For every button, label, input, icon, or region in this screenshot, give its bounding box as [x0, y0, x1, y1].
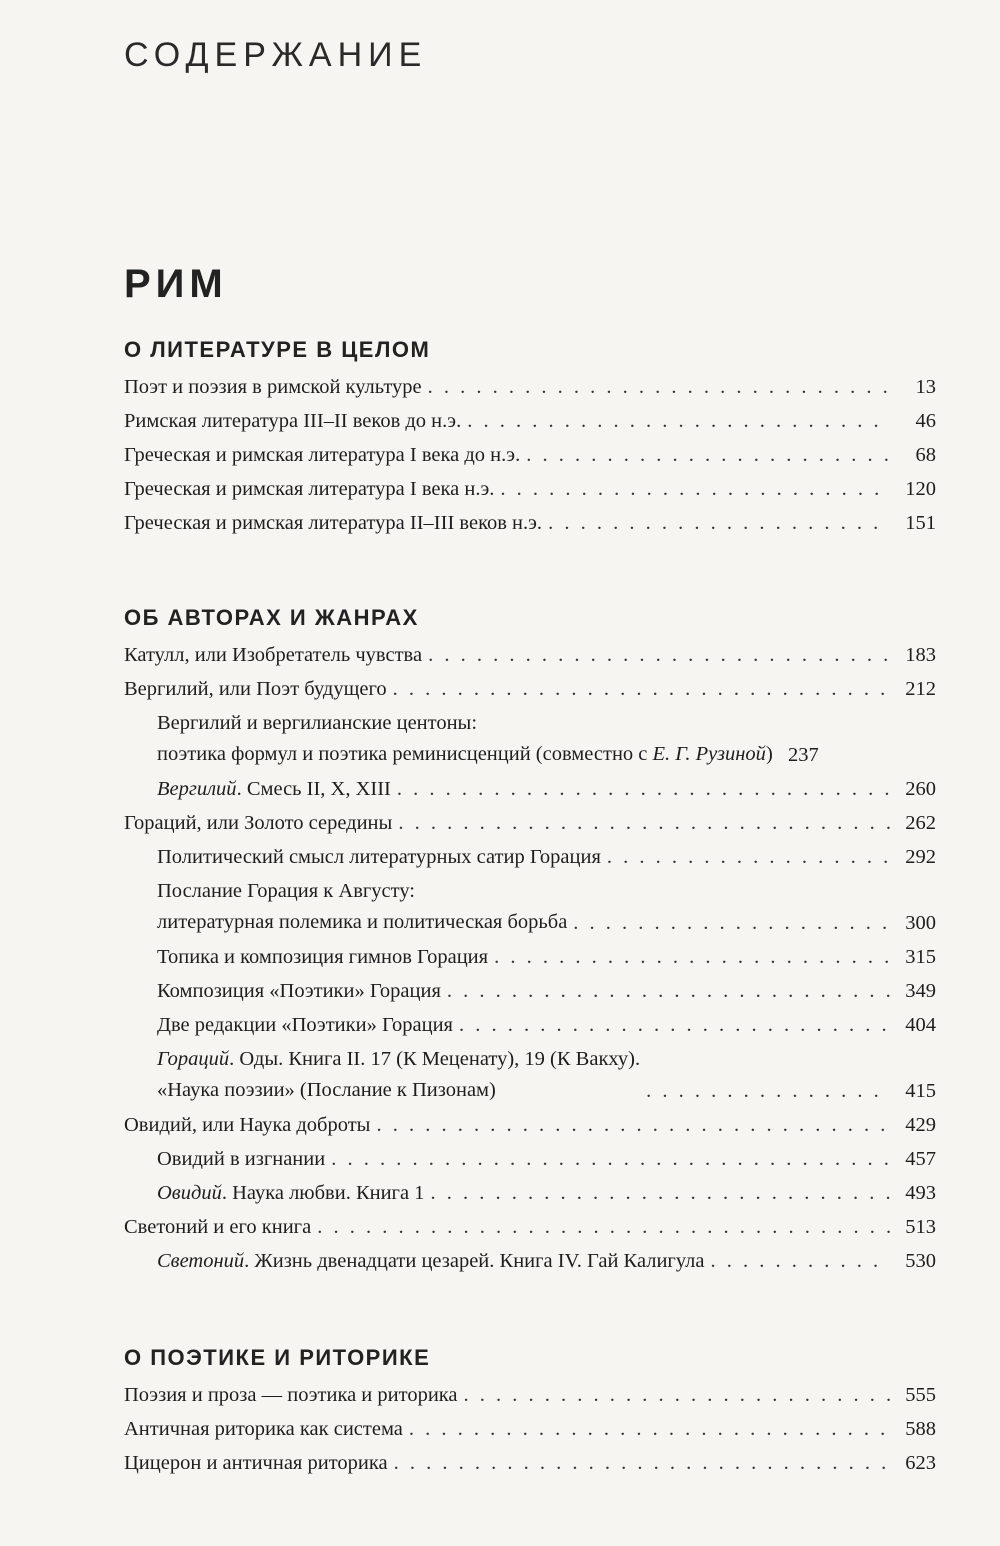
- dot-leader: [500, 474, 890, 504]
- page-number: 315: [905, 946, 936, 968]
- dot-leader: [464, 1380, 890, 1410]
- entry-title-line: «Наука поэзии» (Послание к Пизонам): [157, 1079, 496, 1101]
- entry-title: [157, 1044, 640, 1106]
- page-title: СОДЕРЖАНИЕ: [124, 36, 428, 74]
- entry-title: Поэзия и проза — поэтика и риторика: [124, 1384, 458, 1406]
- dot-leader: [398, 808, 890, 838]
- toc-entry[interactable]: [124, 1212, 936, 1242]
- toc-entry[interactable]: [124, 508, 936, 538]
- page-number: 262: [905, 812, 936, 834]
- page-number: 530: [905, 1250, 936, 1272]
- entry-title: Светоний и его книга: [124, 1216, 312, 1238]
- page-number: 183: [905, 644, 936, 666]
- toc-entry[interactable]: [124, 640, 936, 670]
- toc-section-authors: [124, 602, 936, 1276]
- toc-entry[interactable]: [124, 372, 936, 402]
- page-number: 260: [905, 778, 936, 800]
- toc-entry[interactable]: [124, 674, 936, 704]
- entry-title: Римская литература III–II веков до н.э.: [124, 410, 462, 432]
- dot-leader: [494, 942, 890, 972]
- dot-leader: [376, 1110, 890, 1140]
- entry-title: Овидий в изгнании: [157, 1148, 326, 1170]
- page-number: 404: [905, 1014, 936, 1036]
- dot-leader: [428, 372, 890, 402]
- page-number: 415: [905, 1080, 936, 1102]
- page-number: 13: [915, 376, 936, 398]
- toc-entry[interactable]: [124, 474, 936, 504]
- dot-leader: [409, 1414, 890, 1444]
- page-number: 151: [905, 512, 936, 534]
- toc-entry[interactable]: [124, 440, 936, 470]
- toc-entry[interactable]: [124, 1380, 936, 1410]
- toc-entry[interactable]: [124, 808, 936, 838]
- section-heading: О ПОЭТИКЕ И РИТОРИКЕ: [124, 1345, 431, 1370]
- page-number: 588: [905, 1418, 936, 1440]
- page-number: 623: [905, 1452, 936, 1474]
- page-number: 68: [915, 444, 936, 466]
- toc-entry[interactable]: [124, 1414, 936, 1444]
- toc-entry[interactable]: [157, 842, 936, 872]
- dot-leader: [331, 1144, 890, 1174]
- entry-title-line: Гораций. Оды. Книга II. 17 (К Меценату), 19 (К Вакху).: [157, 1048, 641, 1070]
- toc-section-poetics: [124, 1342, 936, 1478]
- toc-entry[interactable]: [124, 1448, 936, 1478]
- entry-title: Греческая и римская литература I века н.э.: [124, 478, 495, 500]
- page-number: 120: [905, 478, 936, 500]
- entry-title-line: литературная полемика и политическая борьба: [157, 911, 568, 933]
- part-title: РИМ: [124, 262, 228, 306]
- page-number: 46: [915, 410, 936, 432]
- toc-entry[interactable]: [157, 1246, 936, 1276]
- entry-title: Политический смысл литературных сатир Горация: [157, 846, 601, 868]
- entry-title: Овидий. Наука любви. Книга 1: [157, 1182, 425, 1204]
- page-number: 429: [905, 1114, 936, 1136]
- entry-title: Вергилий. Смесь II, X, XIII: [157, 778, 391, 800]
- page-number: 493: [905, 1182, 936, 1204]
- toc-entry[interactable]: [124, 1110, 936, 1140]
- toc-entry[interactable]: [157, 876, 936, 938]
- entry-title: Вергилий, или Поэт будущего: [124, 678, 387, 700]
- entry-title-line: Вергилий и вергилианские центоны:: [157, 712, 478, 734]
- toc-entry[interactable]: [157, 1144, 936, 1174]
- entry-title: [157, 876, 567, 938]
- dot-leader: [548, 508, 890, 538]
- entry-title: Композиция «Поэтики» Горация: [157, 980, 441, 1002]
- dot-leader: [467, 406, 890, 436]
- dot-leader: [393, 674, 890, 704]
- page-number: 349: [905, 980, 936, 1002]
- entry-title-line: Послание Горация к Августу:: [157, 880, 415, 902]
- dot-leader: [447, 976, 890, 1006]
- section-heading: ОБ АВТОРАХ И ЖАНРАХ: [124, 605, 419, 630]
- dot-leader: [607, 842, 890, 872]
- toc-entry[interactable]: [157, 1178, 936, 1208]
- page-number: 300: [905, 912, 936, 934]
- entry-title: Греческая и римская литература II–III веков н.э.: [124, 512, 543, 534]
- page-number: 212: [905, 678, 936, 700]
- page-number: 457: [905, 1148, 936, 1170]
- page-number: 513: [905, 1216, 936, 1238]
- toc-entry[interactable]: [157, 976, 936, 1006]
- dot-leader: [394, 1448, 890, 1478]
- entry-title: Цицерон и античная риторика: [124, 1452, 388, 1474]
- toc-entry[interactable]: [157, 708, 936, 770]
- dot-leader: [646, 1076, 890, 1106]
- toc-entry[interactable]: [157, 774, 936, 804]
- dot-leader: [573, 908, 890, 938]
- toc-entry[interactable]: [157, 1044, 936, 1106]
- entry-title: Греческая и римская литература I века до н.э.: [124, 444, 521, 466]
- toc-entry[interactable]: [157, 1010, 936, 1040]
- entry-title: Античная риторика как система: [124, 1418, 403, 1440]
- entry-title: Топика и композиция гимнов Горация: [157, 946, 489, 968]
- dot-leader: [459, 1010, 890, 1040]
- entry-title: Поэт и поэзия в римской культуре: [124, 376, 422, 398]
- entry-title: Светоний. Жизнь двенадцати цезарей. Книга IV. Гай Калигула: [157, 1250, 705, 1272]
- entry-title: Две редакции «Поэтики» Горация: [157, 1014, 453, 1036]
- page-number: 292: [905, 846, 936, 868]
- dot-leader: [317, 1212, 890, 1242]
- dot-leader: [430, 1178, 890, 1208]
- entry-title: Овидий, или Наука доброты: [124, 1114, 371, 1136]
- section-heading: О ЛИТЕРАТУРЕ В ЦЕЛОМ: [124, 337, 431, 362]
- dot-leader: [526, 440, 890, 470]
- page-number: 237: [788, 744, 819, 766]
- dot-leader: [397, 774, 890, 804]
- dot-leader: [428, 640, 890, 670]
- dot-leader: [711, 1246, 890, 1276]
- toc-entry[interactable]: [124, 406, 936, 436]
- page-number: 555: [905, 1384, 936, 1406]
- toc-entry[interactable]: [157, 942, 936, 972]
- entry-title: Катулл, или Изобретатель чувства: [124, 644, 423, 666]
- toc-section-literature: [124, 334, 936, 538]
- entry-title: Гораций, или Золото середины: [124, 812, 393, 834]
- entry-title-line: поэтика формул и поэтика реминисценций (совместно с Е. Г. Рузиной): [157, 743, 773, 765]
- entry-title: [157, 708, 773, 770]
